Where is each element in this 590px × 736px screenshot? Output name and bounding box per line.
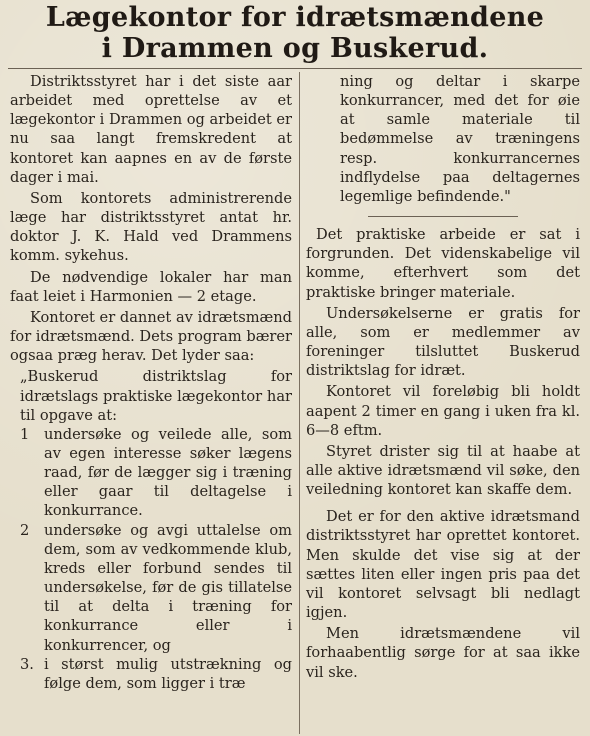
- list-item: [20, 425, 292, 521]
- paragraph: Men idrætsmændene vil forhaabentlig sørge for at saa ikke vil ske.: [306, 625, 580, 681]
- paragraph: Undersøkelserne er gratis for alle, som er medlemmer av foreninger tilsluttet Buskerud distriktslag for idræt.: [306, 304, 580, 380]
- right-column: [306, 72, 580, 682]
- paragraph: Det praktiske arbeide er sat i forgrunden. Det videnskabelige vil komme, efterhvert som det praktiske bringer materiale.: [306, 226, 580, 301]
- paragraph: Som kontorets administrerende læge har distriktsstyret antat hr. doktor J. K. Hald ved Drammens komm. sykehus.: [10, 189, 292, 265]
- paragraph: Det er for den aktive idrætsmand distriktsstyret har oprettet kontoret. Men skulde det vise sig at der sættes liten eller ingen pris paa det vil kontoret selvsagt bli nedlagt igjen.: [306, 508, 580, 622]
- column-divider: [299, 72, 300, 734]
- list-text: undersøke og veilede alle, som av egen interesse søker lægens raad, før de lægger sig i træning eller gaar til deltagelse i konkurrance.: [44, 425, 292, 520]
- list-number: 1: [20, 425, 30, 443]
- headline-line-2: i Drammen og Buskerud.: [101, 33, 489, 64]
- paragraph: Kontoret er dannet av idrætsmænd for idrætsmænd. Dets program bærer ogsaa præg herav. Det lyder saa:: [10, 308, 293, 365]
- paragraph: Styret drister sig til at haabe at alle aktive idrætsmænd vil søke, den veiledning kontoret kan skaffe dem.: [306, 442, 580, 499]
- quote-intro: „Buskerud distriktslag for idrætslags praktiske lægekontor har til opgave at:: [20, 368, 292, 424]
- paragraph: Distriktsstyret har i det siste aar arbeidet med oprettelse av et lægekontor i Drammen og arbeidet er nu saa langt fremskredent at kontoret kan aapnes en av de første dager i mai.: [10, 73, 292, 186]
- section-rule: [368, 216, 518, 217]
- list-number: 2: [20, 521, 30, 539]
- list-item: [20, 521, 292, 655]
- left-column: [10, 72, 292, 693]
- list-item: [20, 655, 292, 693]
- paragraph: Kontoret vil foreløbig bli holdt aapent 2 timer en gang i uken fra kl. 6—8 eftm.: [306, 383, 580, 439]
- list-text: i størst mulig utstrækning og følge dem, som ligger i træ: [44, 655, 292, 692]
- list-text: undersøke og avgi uttalelse om dem, som av vedkommende klub, kreds eller forbund sendes til undersøkelse, før de gis tillatelse til at delta i træning for konkurrance eller i konkurrencer, og: [44, 521, 292, 654]
- quote-continued: ning og deltar i skarpe konkurrancer, med det for øie at samle materiale til bedømmelse av træningens resp. konkurrancernes indflydelse paa deltagernes legemlige befindende.": [340, 73, 580, 205]
- headline-rule: [8, 68, 582, 69]
- paragraph: De nødvendige lokaler har man faat leiet i Harmonien — 2 etage.: [10, 268, 292, 305]
- article-headline: [8, 2, 582, 64]
- headline-line-1: Lægekontor for idrætsmændene: [45, 2, 545, 33]
- list-number: 3.: [20, 655, 34, 673]
